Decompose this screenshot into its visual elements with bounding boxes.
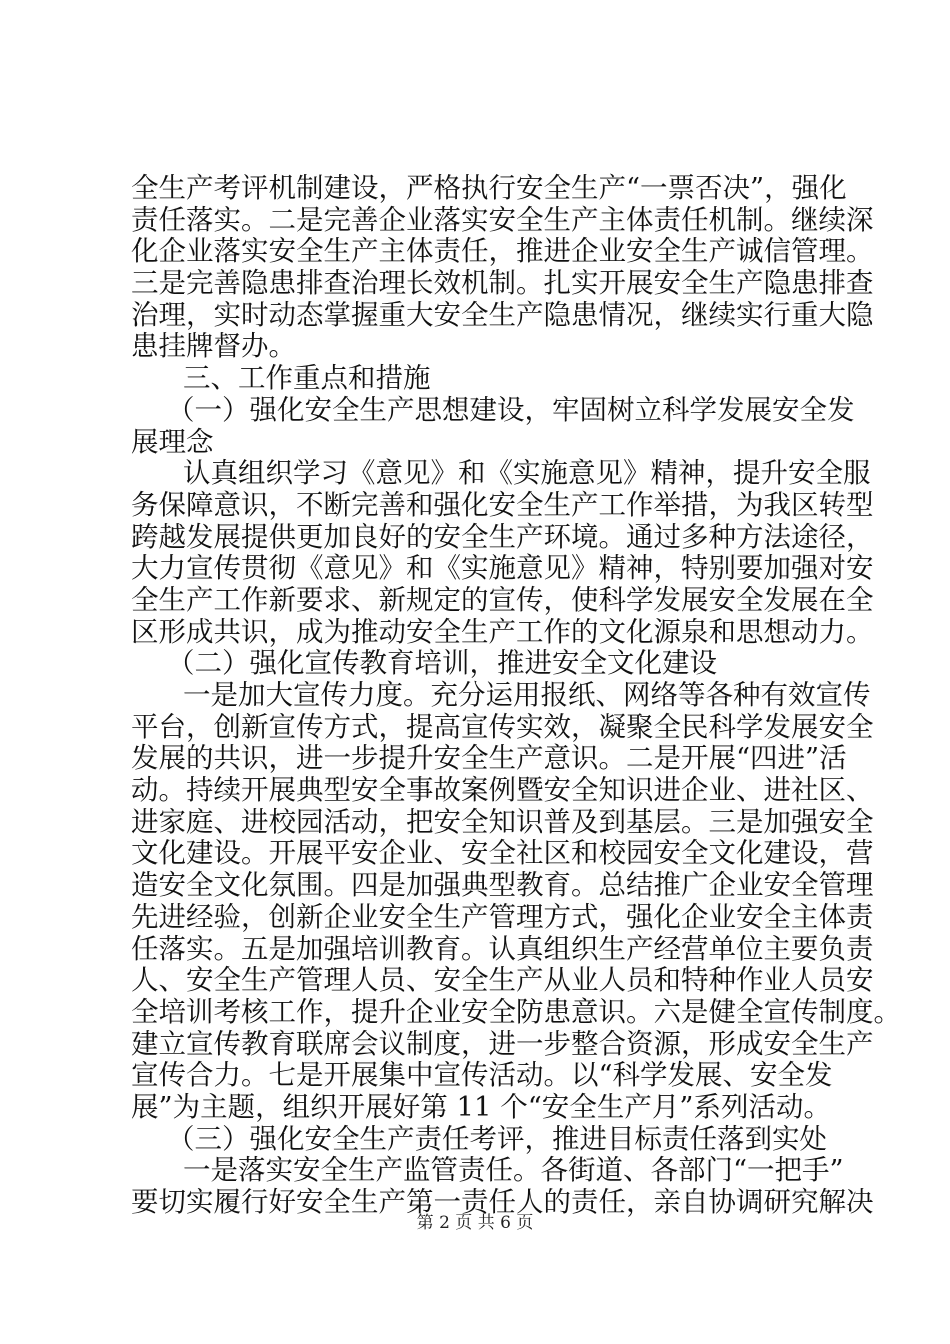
text-line: 全生产考评机制建设，严格执行安全生产“一票否决”，强化 bbox=[131, 172, 847, 204]
text-line: 认真组织学习《意见》和《实施意见》精神，提升安全服 bbox=[183, 457, 871, 490]
text-line: 文化建设。开展平安企业、安全社区和校园安全文化建设，营 bbox=[131, 837, 874, 870]
text-line: 全生产工作新要求、新规定的宣传，使科学发展安全发展在全 bbox=[131, 583, 874, 616]
page-footer bbox=[0, 1212, 950, 1234]
text-line: 一是落实安全生产监管责任。各街道、各部门“一把手” bbox=[183, 1154, 844, 1187]
text-line: 大力宣传贯彻《意见》和《实施意见》精神，特别要加强对安 bbox=[131, 552, 874, 585]
text-line: 患挂牌督办。 bbox=[131, 330, 296, 363]
text-line: 展理念 bbox=[131, 425, 214, 458]
text-line: （三）强化安全生产责任考评，推进目标责任落到实处 bbox=[167, 1122, 827, 1155]
text-line: 平台，创新宣传方式，提高宣传实效，凝聚全民科学发展安全 bbox=[131, 710, 874, 743]
text-line: 展”为主题，组织开展好第 11 个“安全生产月”系列活动。 bbox=[131, 1090, 831, 1123]
text-line: （一）强化安全生产思想建设，牢固树立科学发展安全发 bbox=[167, 393, 855, 426]
text-line: 务保障意识，不断完善和强化安全生产工作举措，为我区转型 bbox=[131, 488, 874, 521]
text-line: 发展的共识，进一步提升安全生产意识。二是开展“四进”活 bbox=[131, 742, 847, 775]
text-line: （二）强化宣传教育培训，推进安全文化建设 bbox=[167, 647, 717, 680]
text-line: 跨越发展提供更加良好的安全生产环境。通过多种方法途径， bbox=[131, 520, 874, 553]
text-line: 宣传合力。七是开展集中宣传活动。以“科学发展、安全发 bbox=[131, 1059, 833, 1092]
text-line: 先进经验，创新企业安全生产管理方式，强化企业安全主体责 bbox=[131, 900, 874, 933]
text-line: 一是加大宣传力度。充分运用报纸、网络等各种有效宣传 bbox=[183, 679, 871, 711]
text-line: 进家庭、进校园活动，把安全知识普及到基层。三是加强安全 bbox=[131, 805, 874, 838]
text-line: 造安全文化氛围。四是加强典型教育。总结推广企业安全管理 bbox=[131, 869, 874, 902]
text-line: 任落实。五是加强培训教育。认真组织生产经营单位主要负责 bbox=[131, 932, 874, 965]
text-line: 化企业落实安全生产主体责任，推进企业安全生产诚信管理。 bbox=[131, 235, 874, 268]
text-line: 人、安全生产管理人员、安全生产从业人员和特种作业人员安 bbox=[131, 964, 874, 997]
text-line: 要切实履行好安全生产第一责任人的责任，亲自协调研究解决 bbox=[131, 1186, 874, 1218]
text-line: 动。持续开展典型安全事故案例暨安全知识进企业、进社区、 bbox=[131, 774, 874, 807]
text-line: 治理，实时动态掌握重大安全生产隐患情况，继续实行重大隐 bbox=[131, 298, 874, 331]
text-line: 建立宣传教育联席会议制度，进一步整合资源，形成安全生产 bbox=[131, 1027, 874, 1060]
text-line: 全培训考核工作，提升企业安全防患意识。六是健全宣传制度。 bbox=[131, 995, 901, 1028]
text-line: 三是完善隐患排查治理长效机制。扎实开展安全生产隐患排查 bbox=[131, 267, 874, 300]
page-number-label: 第 2 页 共 6 页 bbox=[416, 1213, 534, 1233]
document-body bbox=[131, 172, 901, 1219]
text-line: 区形成共识，成为推动安全生产工作的文化源泉和思想动力。 bbox=[131, 615, 874, 648]
text-line: 责任落实。二是完善企业落实安全生产主体责任机制。继续深 bbox=[131, 203, 874, 236]
text-line: 三、工作重点和措施 bbox=[183, 362, 431, 395]
